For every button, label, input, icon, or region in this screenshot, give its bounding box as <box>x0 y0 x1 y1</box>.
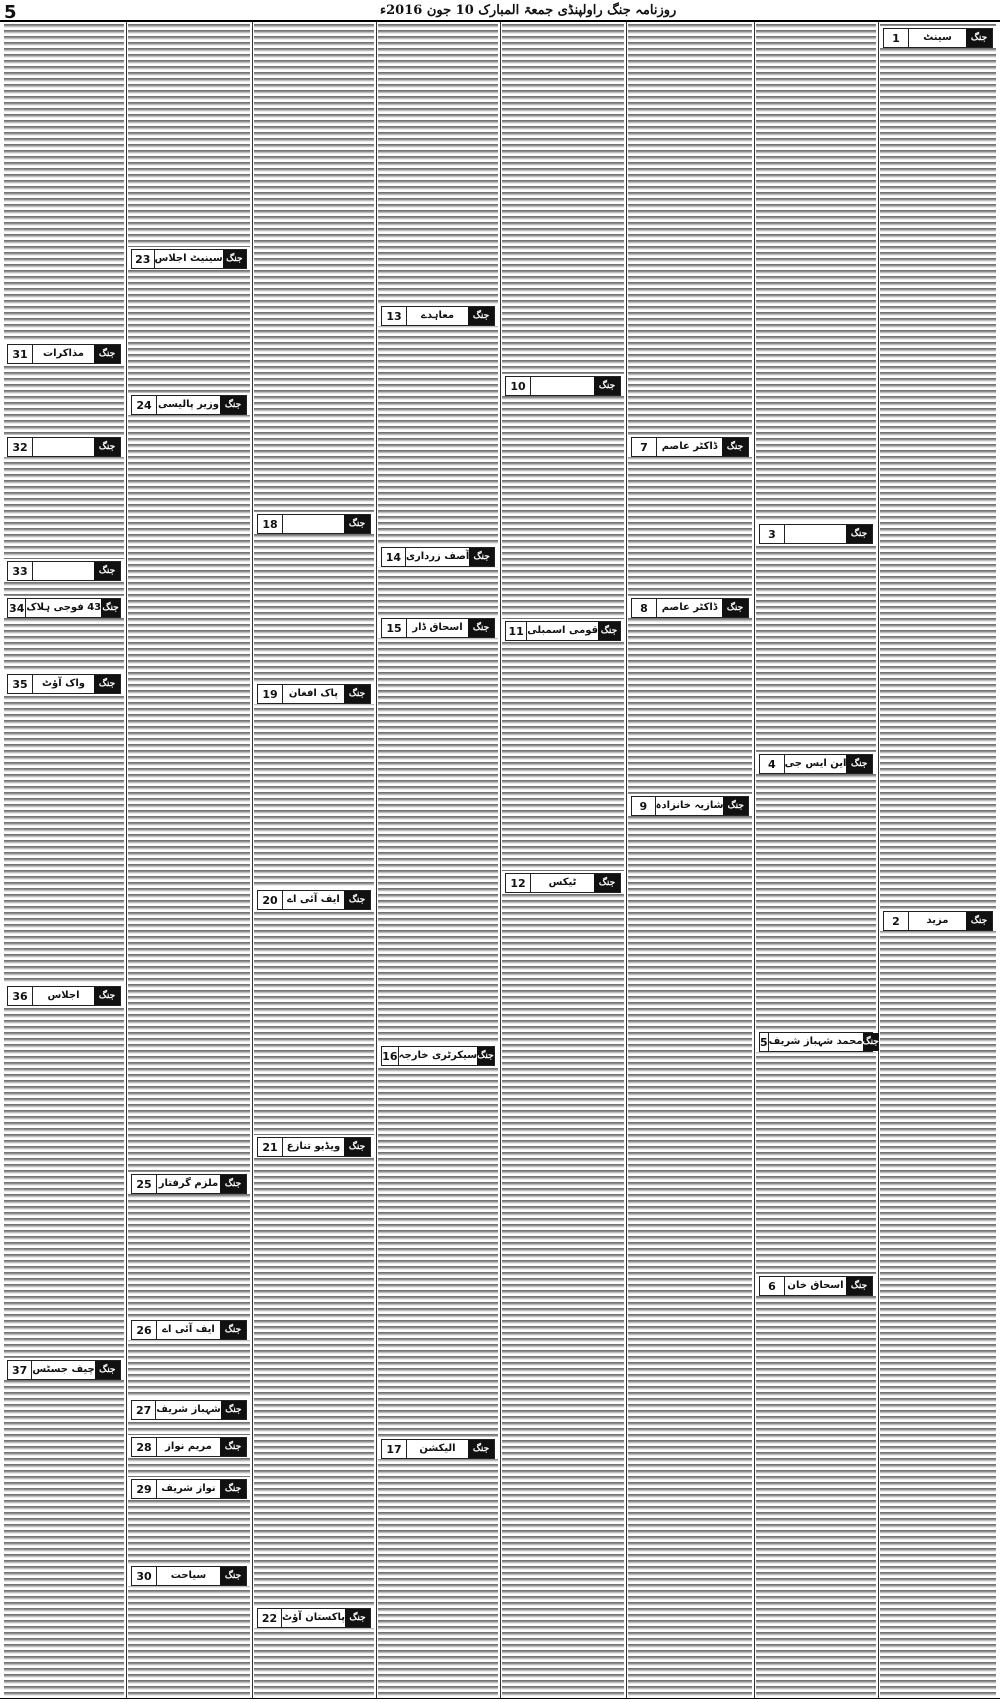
column-5 <box>378 24 498 1698</box>
section-header <box>759 1276 873 1296</box>
section-title: نواز شریف <box>161 1483 216 1494</box>
jang-logo-icon: جنگ <box>344 1138 370 1156</box>
section-number: 34 <box>8 599 26 617</box>
section-number: 14 <box>382 548 406 566</box>
column-1 <box>880 24 996 1698</box>
section-header <box>131 1400 247 1420</box>
jang-logo-icon: جنگ <box>468 619 494 637</box>
column-rule <box>500 22 501 1698</box>
jang-logo-icon: جنگ <box>477 1047 494 1065</box>
section-number: 26 <box>132 1321 157 1339</box>
section-number: 19 <box>258 685 283 703</box>
section-title: اسحاق خان <box>787 1280 844 1291</box>
jang-logo-icon: جنگ <box>966 912 992 930</box>
section-title: شازیہ خانزادہ <box>655 800 724 811</box>
jang-logo-icon: جنگ <box>598 622 620 640</box>
masthead-dateline: روزنامہ جنگ راولپنڈی جمعۃ المبارک 10 جون 2016ء <box>380 3 677 18</box>
section-header <box>257 890 371 910</box>
jang-logo-icon: جنگ <box>221 1401 246 1419</box>
article-text-block <box>4 24 124 1698</box>
jang-logo-icon: جنگ <box>863 1033 879 1051</box>
section-title: شہباز شریف <box>156 1404 221 1415</box>
section-header <box>631 796 749 816</box>
section-number: 35 <box>8 675 33 693</box>
section-header <box>759 754 873 774</box>
jang-logo-icon: جنگ <box>94 675 120 693</box>
section-title <box>531 377 594 395</box>
section-header <box>257 1137 371 1157</box>
section-title <box>33 438 94 456</box>
section-number: 32 <box>8 438 33 456</box>
section-number: 33 <box>8 562 33 580</box>
section-header <box>381 1046 495 1066</box>
column-8 <box>4 24 124 1698</box>
column-rule <box>626 22 627 1698</box>
column-rule <box>754 22 755 1698</box>
jang-logo-icon: جنگ <box>220 1438 246 1456</box>
section-number: 5 <box>760 1033 769 1051</box>
section-header <box>631 437 749 457</box>
section-title: سیاحت <box>170 1570 207 1581</box>
section-number: 17 <box>382 1440 407 1458</box>
section-header <box>257 1608 371 1628</box>
jang-logo-icon: جنگ <box>344 515 370 533</box>
section-number: 12 <box>506 874 531 892</box>
column-3 <box>628 24 752 1698</box>
section-header <box>381 1439 495 1459</box>
section-title: این ایس جی <box>784 758 847 769</box>
column-6 <box>254 24 374 1698</box>
jang-logo-icon: جنگ <box>722 438 748 456</box>
section-header <box>7 598 121 618</box>
section-title: سینیٹ اجلاس <box>154 253 223 264</box>
section-title: پاک افغان <box>288 688 339 699</box>
section-number: 27 <box>132 1401 156 1419</box>
jang-logo-icon: جنگ <box>594 377 620 395</box>
column-4 <box>502 24 624 1698</box>
section-number: 3 <box>760 525 785 543</box>
section-title <box>785 525 846 543</box>
section-number: 29 <box>132 1480 157 1498</box>
section-title: ڈاکٹر عاصم <box>661 441 718 452</box>
jang-logo-icon: جنگ <box>723 797 748 815</box>
section-header <box>7 344 121 364</box>
section-title: ملزم گرفتار <box>158 1178 219 1189</box>
section-title: آصف زرداری <box>405 551 470 562</box>
section-number: 16 <box>382 1047 399 1065</box>
jang-logo-icon: جنگ <box>469 548 494 566</box>
section-header <box>631 598 749 618</box>
jang-logo-icon: جنگ <box>846 755 872 773</box>
section-title <box>283 515 344 533</box>
jang-logo-icon: جنگ <box>344 685 370 703</box>
section-header <box>131 1566 247 1586</box>
jang-logo-icon: جنگ <box>101 599 120 617</box>
article-text-block <box>880 24 996 1698</box>
section-title: 43 فوجی ہلاک <box>26 602 102 613</box>
article-text-block <box>254 24 374 1698</box>
section-number: 23 <box>132 250 155 268</box>
section-header <box>131 249 247 269</box>
section-number: 6 <box>760 1277 785 1295</box>
jang-logo-icon: جنگ <box>223 250 246 268</box>
jang-logo-icon: جنگ <box>95 1361 120 1379</box>
section-header <box>759 524 873 544</box>
section-number: 11 <box>506 622 527 640</box>
section-number: 10 <box>506 377 531 395</box>
section-header <box>7 674 121 694</box>
section-title: واک آؤٹ <box>41 678 86 689</box>
bottom-rule <box>0 1698 1000 1699</box>
section-header <box>381 618 495 638</box>
column-rule <box>252 22 253 1698</box>
section-title: سیکرٹری خارجہ <box>398 1050 478 1061</box>
section-header <box>131 395 247 415</box>
section-title: ایف آئی اے <box>162 1324 215 1335</box>
section-title: قومی اسمبلی <box>527 625 599 636</box>
section-title: محمد شہباز شریف <box>768 1036 863 1047</box>
section-header <box>7 986 121 1006</box>
section-header <box>883 28 993 48</box>
section-title: مذاکرات <box>43 348 84 359</box>
section-number: 1 <box>884 29 909 47</box>
section-number: 7 <box>632 438 657 456</box>
section-number: 9 <box>632 797 656 815</box>
jang-logo-icon: جنگ <box>94 438 120 456</box>
jang-logo-icon: جنگ <box>220 396 246 414</box>
section-title <box>33 562 94 580</box>
section-title: چیف جسٹس <box>32 1364 95 1375</box>
section-header <box>257 684 371 704</box>
section-number: 28 <box>132 1438 157 1456</box>
jang-logo-icon: جنگ <box>468 1440 494 1458</box>
column-7 <box>128 24 250 1698</box>
section-title: وزیر پالیسی <box>157 399 220 410</box>
jang-logo-icon: جنگ <box>220 1480 246 1498</box>
jang-logo-icon: جنگ <box>94 987 120 1005</box>
section-header <box>7 437 121 457</box>
section-title: معاہدے <box>420 310 455 321</box>
section-header <box>883 911 993 931</box>
section-number: 13 <box>382 307 407 325</box>
section-title: پاکستان آؤٹ <box>282 1612 346 1623</box>
jang-logo-icon: جنگ <box>594 874 620 892</box>
jang-logo-icon: جنگ <box>966 29 992 47</box>
section-title: ویڈیو تنازع <box>286 1141 341 1152</box>
section-header <box>7 1360 121 1380</box>
section-header <box>505 621 621 641</box>
section-number: 30 <box>132 1567 157 1585</box>
section-title: الیکشن <box>419 1443 456 1454</box>
jang-logo-icon: جنگ <box>345 1609 370 1627</box>
section-number: 37 <box>8 1361 32 1379</box>
section-header <box>381 547 495 567</box>
section-header <box>7 561 121 581</box>
article-text-block <box>756 24 876 1698</box>
column-2 <box>756 24 879 1698</box>
jang-logo-icon: جنگ <box>220 1175 246 1193</box>
jang-logo-icon: جنگ <box>846 1277 872 1295</box>
jang-logo-icon: جنگ <box>220 1567 246 1585</box>
jang-logo-icon: جنگ <box>94 562 120 580</box>
section-header <box>257 514 371 534</box>
section-number: 20 <box>258 891 283 909</box>
jang-logo-icon: جنگ <box>94 345 120 363</box>
section-number: 18 <box>258 515 283 533</box>
section-number: 24 <box>132 396 157 414</box>
section-title: سینٹ <box>923 32 952 43</box>
page-number: 5 <box>4 2 17 23</box>
section-header <box>131 1320 247 1340</box>
section-header <box>505 376 621 396</box>
section-number: 2 <box>884 912 909 930</box>
column-rule <box>126 22 127 1698</box>
article-text-block <box>628 24 752 1698</box>
section-header <box>131 1479 247 1499</box>
section-number: 22 <box>258 1609 282 1627</box>
jang-logo-icon: جنگ <box>468 307 494 325</box>
section-number: 8 <box>632 599 657 617</box>
section-title: مریم نواز <box>165 1441 212 1452</box>
section-title: اجلاس <box>47 990 80 1001</box>
section-number: 15 <box>382 619 407 637</box>
section-number: 4 <box>760 755 785 773</box>
section-number: 31 <box>8 345 33 363</box>
section-header <box>759 1032 879 1052</box>
section-header <box>131 1437 247 1457</box>
column-rule <box>376 22 377 1698</box>
jang-logo-icon: جنگ <box>344 891 370 909</box>
section-header <box>381 306 495 326</box>
section-title: ٹیکس <box>548 877 577 888</box>
article-text-block <box>502 24 624 1698</box>
column-rule <box>878 22 879 1698</box>
section-header <box>131 1174 247 1194</box>
jang-logo-icon: جنگ <box>846 525 872 543</box>
section-title: ڈاکٹر عاصم <box>661 602 718 613</box>
section-number: 25 <box>132 1175 157 1193</box>
section-number: 36 <box>8 987 33 1005</box>
jang-logo-icon: جنگ <box>722 599 748 617</box>
section-number: 21 <box>258 1138 283 1156</box>
jang-logo-icon: جنگ <box>220 1321 246 1339</box>
section-title: اسحاق ڈار <box>412 622 463 633</box>
section-header <box>505 873 621 893</box>
section-title: ایف آئی اے <box>287 894 340 905</box>
section-title: مزید <box>926 915 949 926</box>
